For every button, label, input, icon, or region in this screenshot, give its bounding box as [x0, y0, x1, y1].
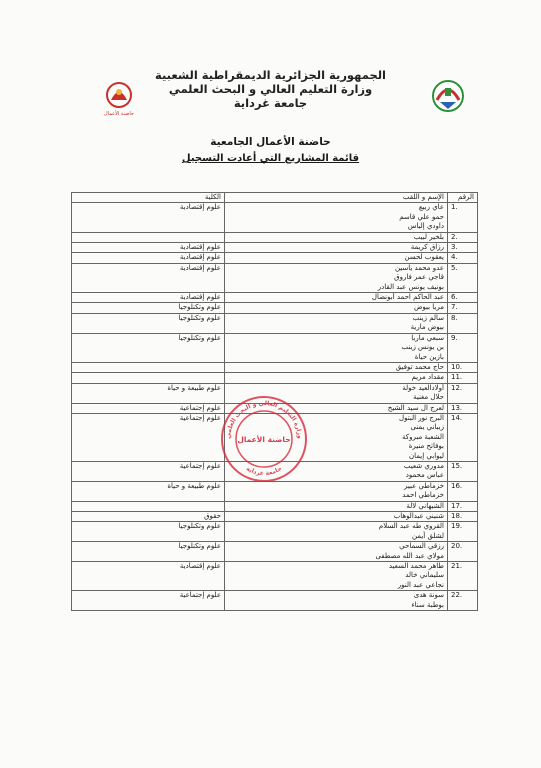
row-names [225, 522, 448, 542]
table-row [72, 522, 478, 542]
table-row [72, 253, 478, 263]
row-number: 13. [448, 403, 478, 413]
row-faculty [72, 501, 225, 511]
member-name: سبعي ماريا [411, 333, 444, 342]
member-name: مولاي عبد الله مصطفى [375, 551, 444, 560]
row-number: 17. [448, 501, 478, 511]
row-faculty: حقوق [72, 512, 225, 522]
row-faculty: علوم وتكنلوجيا [72, 303, 225, 313]
row-names [225, 313, 448, 333]
member-name: عدو محمد ياسين [394, 263, 444, 272]
member-name: نجاعي عبد النور [397, 580, 444, 589]
row-faculty: علوم طبيعة و حياة [72, 481, 225, 501]
table-row [72, 501, 478, 511]
row-number: 8. [448, 313, 478, 333]
member-name: ليوابي إيمان [408, 451, 444, 460]
table-header-row [72, 193, 478, 203]
row-faculty: علوم إقتصادية [72, 293, 225, 303]
row-names [225, 333, 448, 362]
row-names [225, 501, 448, 511]
official-stamp [220, 395, 308, 483]
row-faculty: علوم إجتماعية [72, 591, 225, 611]
header-republic: الجمهورية الجزائرية الديمقراطية الشعبية [154, 68, 386, 82]
table-row [72, 263, 478, 292]
row-names [225, 203, 448, 232]
logo-caption: حاضنة الأعمال [104, 111, 134, 117]
row-number: 20. [448, 542, 478, 562]
document-title: حاضنة الأعمال الجامعية [210, 136, 331, 148]
row-names [225, 263, 448, 292]
row-names [225, 253, 448, 263]
header-university: جامعة غرداية [233, 96, 308, 110]
row-faculty [72, 232, 225, 242]
row-names [225, 542, 448, 562]
row-faculty: علوم إقتصادية [72, 263, 225, 292]
table-row [72, 512, 478, 522]
row-number: 19. [448, 522, 478, 542]
member-name: سونة هدى [413, 591, 444, 600]
member-name: حاج محمد توفيق [395, 362, 444, 371]
row-faculty: علوم وتكنلوجيا [72, 522, 225, 542]
table-row [72, 333, 478, 362]
member-name: بلخير لبيب [413, 232, 444, 241]
member-name: بوفاتح منيرة [408, 442, 444, 451]
table-row [72, 362, 478, 372]
member-name: لشلق أيمن [411, 531, 444, 540]
row-number: 12. [448, 383, 478, 403]
row-names [225, 373, 448, 383]
row-faculty: علوم إقتصادية [72, 562, 225, 591]
member-name: حمو علي قاسم [399, 212, 444, 221]
table-row [72, 562, 478, 591]
member-name: خزماطي احمد [402, 491, 444, 500]
table-row [72, 591, 478, 611]
member-name: القروي طه عبد السلام [378, 522, 444, 531]
row-faculty: علوم إقتصادية [72, 253, 225, 263]
row-faculty [72, 362, 225, 372]
stamp-bottom-text: جامعة غرداية [244, 465, 284, 478]
member-name: بوطبة سناء [411, 600, 444, 609]
row-number: 6. [448, 293, 478, 303]
stamp-top-text: وزارة التعليم العالي و البحث العلمي [224, 399, 304, 440]
row-names [225, 232, 448, 242]
table-row [72, 203, 478, 232]
table-row [72, 243, 478, 253]
row-number: 7. [448, 303, 478, 313]
row-number: 4. [448, 253, 478, 263]
row-number: 2. [448, 232, 478, 242]
row-number: 1. [448, 203, 478, 232]
table-row [72, 373, 478, 383]
table-row [72, 293, 478, 303]
member-name: بن يونس زينب [401, 343, 444, 352]
document-header [0, 68, 541, 110]
member-name: شنيني عبدالوهاب [393, 512, 444, 520]
row-names [225, 303, 448, 313]
row-number: 18. [448, 512, 478, 522]
row-faculty: علوم وتكنلوجيا [72, 313, 225, 333]
row-number: 5. [448, 263, 478, 292]
row-faculty: علوم وتكنلوجيا [72, 333, 225, 362]
row-names [225, 243, 448, 253]
row-number: 22. [448, 591, 478, 611]
member-name: الشيهاني لالة [406, 501, 444, 510]
table-row [72, 542, 478, 562]
member-name: بازين حياة [414, 352, 444, 361]
row-number: 10. [448, 362, 478, 372]
member-name: خزماطي عبير [404, 481, 444, 490]
member-name: حلال مغنية [413, 393, 444, 402]
row-number: 9. [448, 333, 478, 362]
row-names [225, 362, 448, 372]
row-faculty: علوم إجتماعية [72, 461, 225, 481]
member-name: رزقي السماحي [399, 542, 444, 551]
row-number: 15. [448, 461, 478, 481]
member-name: البرج نور البتول [399, 413, 444, 422]
row-faculty: علوم إقتصادية [72, 203, 225, 232]
row-names [225, 562, 448, 591]
table-row [72, 481, 478, 501]
member-name: عاي ربيع [418, 203, 444, 212]
member-name: قاجي عمر فاروق [394, 273, 444, 282]
member-name: زيباني يمنى [410, 423, 444, 432]
member-name: بونيف يونس عبد القادر [377, 282, 444, 291]
row-number: 11. [448, 373, 478, 383]
member-name: مدوري شعيب [403, 461, 444, 470]
row-faculty: علوم إجتماعية [72, 413, 225, 461]
member-name: طاهر محمد السعيد [388, 562, 444, 571]
member-name: مريا بيوض [413, 303, 444, 312]
row-faculty [72, 373, 225, 383]
member-name: أولادالعيد خولة [402, 383, 444, 392]
row-number: 3. [448, 243, 478, 253]
member-name: سليماني خالد [405, 571, 444, 580]
stamp-center-text: حاضنة الأعمال [237, 435, 291, 444]
member-name: لعرج ال سيد الشيخ [387, 403, 444, 412]
row-names [225, 481, 448, 501]
table-row [72, 303, 478, 313]
member-name: بيوض مارية [410, 323, 444, 332]
row-faculty: علوم وتكنلوجيا [72, 542, 225, 562]
row-names [225, 591, 448, 611]
row-names [225, 293, 448, 303]
header-ministry: وزارة التعليم العالي و البحث العلمي [168, 82, 373, 96]
row-faculty: علوم إجتماعية [72, 403, 225, 413]
table-row [72, 232, 478, 242]
member-name: عبد الحاكم احمد أبونضال [371, 293, 444, 302]
row-number: 21. [448, 562, 478, 591]
member-name: الشعبة مبروكة [402, 432, 444, 441]
row-faculty: علوم طبيعة و حياة [72, 383, 225, 403]
document-subtitle: قائمة المشاريع التي أعادت التسجيل [181, 153, 360, 164]
member-name: سالم زينب [412, 313, 444, 322]
table-row [72, 313, 478, 333]
member-name: يعقوب لحسن [404, 253, 444, 262]
row-names [225, 512, 448, 522]
member-name: داودي إلياس [407, 222, 444, 231]
row-faculty: علوم إقتصادية [72, 243, 225, 253]
member-name: عباس محمود [405, 471, 444, 480]
header-name: الإسم و اللقب [225, 193, 448, 203]
member-name: مقداد مريم [411, 373, 444, 382]
row-number: 16. [448, 481, 478, 501]
header-num: الرقم [448, 193, 478, 203]
header-faculty: الكلية [72, 193, 225, 203]
row-number: 14. [448, 413, 478, 461]
member-name: رزاق كريمة [410, 243, 444, 252]
